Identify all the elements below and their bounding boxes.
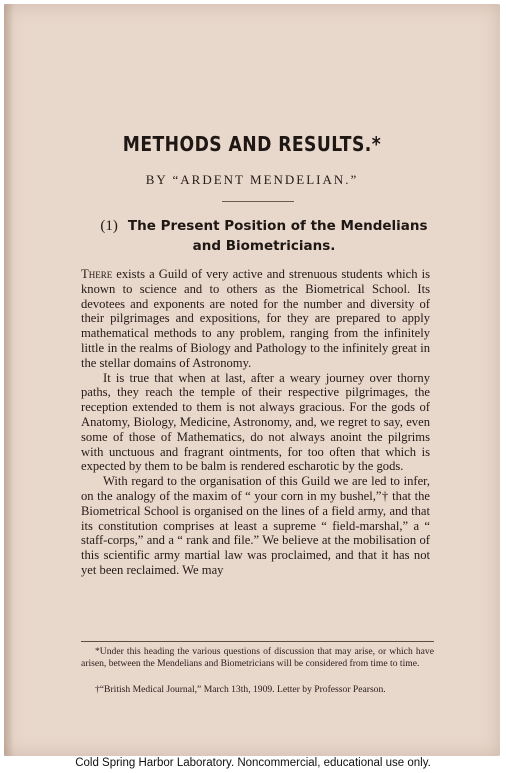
paragraph: It is true that when at last, after a weary journey over thorny paths, they reach the temple of their respective pilgrimages, the reception extended to them is not always gracious. For the gods of Anatomy, Biology, Medicine, Astronomy, and, we regret to say, even some of those of Mathematics, do not always anoint the pilgrims with unctuous and fragrant ointments, for too often that which is expected by them to be balm is rendered escharotic by the gods. <box>81 370 430 474</box>
section-title: The Present Position of the Mendelians and Biometricians. <box>127 218 428 254</box>
archive-credit: Cold Spring Harbor Laboratory. Noncommercial, educational use only. <box>75 757 431 769</box>
section-number: (1) <box>100 218 118 234</box>
footnote-divider <box>81 641 434 642</box>
paragraph <box>81 267 430 371</box>
title-divider <box>222 201 294 202</box>
paragraph-text: exists a Guild of very active and strenuous students which is known to science and to others as the Biometrical School. Its devotees and exponents are noted for the number and diversity of their pilgrimages and expositions, for they are prepared to apply mathematical methods to any problem, ranging from the infinitely little in the realms of Biology and Pathology to the infinitely great in the stellar domains of Astronomy. <box>81 267 430 370</box>
document-page <box>4 4 500 756</box>
footnote: *Under this heading the various questions of discussion that may arise, or which have arisen, between the Mendelians and Biometricians will be considered from time to time. <box>81 646 434 669</box>
paragraph: With regard to the organisation of this Guild we are led to infer, on the analogy of the maxim of “ your corn in my bushel,”† that the Biometrical School is organised on the lines of a field army, and that its constitution comprises at least a supreme “ field-marshal,” a “ staff-corps,” and a “ rank and file.” We believe at the mobilisation of this scientific army martial law was proclaimed, and that it has not yet been reclaimed. We may <box>81 474 430 577</box>
section-heading <box>98 216 430 256</box>
article-body <box>81 267 430 578</box>
footnote: †“British Medical Journal,” March 13th, 1909. Letter by Professor Pearson. <box>95 684 386 695</box>
drop-word: There <box>81 267 113 281</box>
article-byline: BY “ARDENT MENDELIAN.” <box>145 172 359 187</box>
article-title: METHODS AND RESULTS.* <box>122 132 382 156</box>
